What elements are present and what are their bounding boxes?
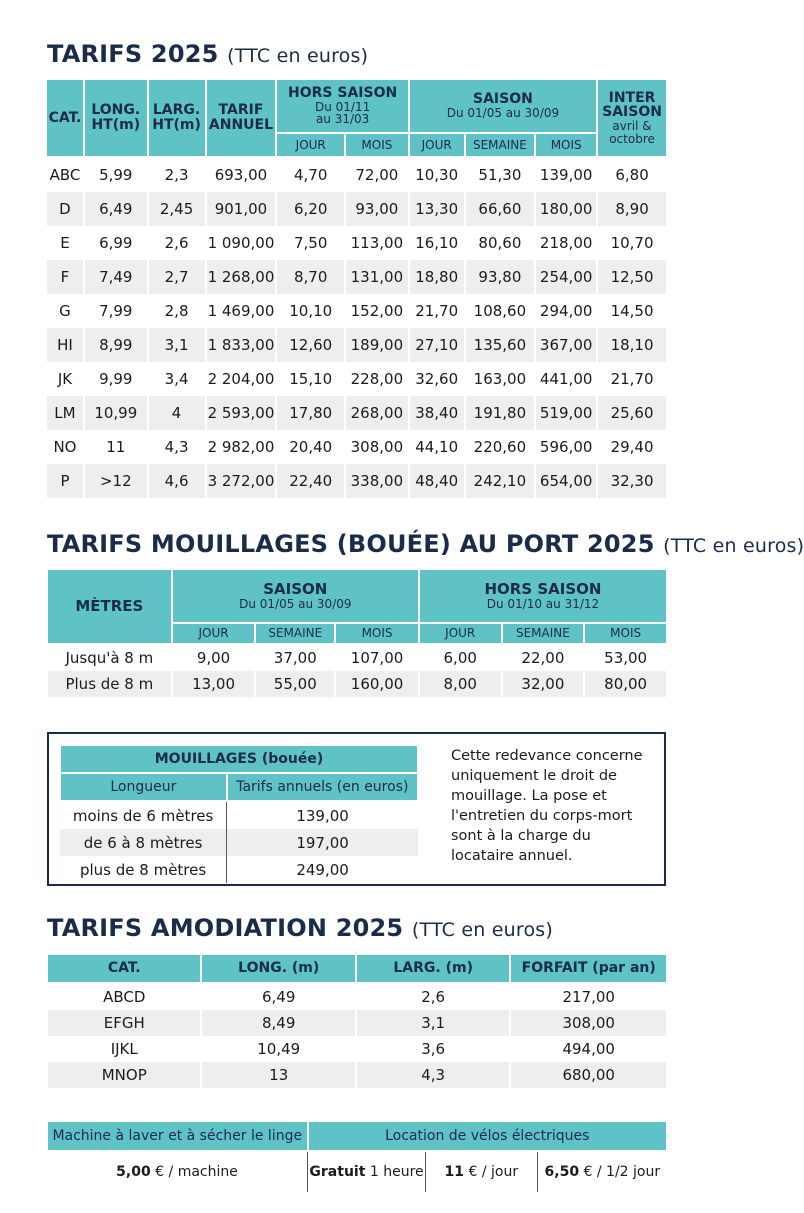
cell: 139,00 bbox=[227, 801, 418, 829]
header-hs-mois: MOIS bbox=[584, 623, 667, 644]
table-row bbox=[46, 464, 667, 498]
cell: 27,10 bbox=[409, 328, 465, 362]
cell: 12,50 bbox=[597, 260, 667, 294]
header-saison-label: SAISON bbox=[263, 579, 328, 598]
cell: 7,50 bbox=[276, 226, 345, 260]
cell: 6,49 bbox=[201, 983, 355, 1010]
cell: 249,00 bbox=[227, 856, 418, 883]
cell: 8,90 bbox=[597, 192, 667, 226]
header-cat: CAT. bbox=[47, 954, 201, 983]
cell: 4,70 bbox=[276, 157, 345, 192]
cell: 18,80 bbox=[409, 260, 465, 294]
amodiation-title-text: TARIFS AMODIATION 2025 bbox=[47, 914, 404, 942]
cell: 51,30 bbox=[465, 157, 536, 192]
cell: 2,45 bbox=[148, 192, 206, 226]
header-long: LONG. (m) bbox=[201, 954, 355, 983]
table-row bbox=[47, 1010, 667, 1036]
machine-unit: € / machine bbox=[155, 1164, 238, 1180]
table-row bbox=[47, 644, 667, 671]
cell: 4,6 bbox=[148, 464, 206, 498]
header-tarif-annuel: TARIF ANNUEL bbox=[206, 79, 277, 157]
table-row bbox=[47, 1036, 667, 1062]
cell: 1 833,00 bbox=[206, 328, 277, 362]
cell: 160,00 bbox=[335, 671, 419, 697]
cell: 901,00 bbox=[206, 192, 277, 226]
velo-3-price: 6,50 bbox=[544, 1164, 580, 1180]
cell: 20,40 bbox=[276, 430, 345, 464]
cell: 53,00 bbox=[584, 644, 667, 671]
cell: F bbox=[46, 260, 84, 294]
cell: 13,30 bbox=[409, 192, 465, 226]
machine-price: 5,00 bbox=[116, 1164, 151, 1180]
cell: 9,99 bbox=[84, 362, 148, 396]
cell: 294,00 bbox=[535, 294, 597, 328]
cell: 8,70 bbox=[276, 260, 345, 294]
header-inter-4: octobre bbox=[609, 131, 655, 146]
cell: 6,80 bbox=[597, 157, 667, 192]
cell: 22,00 bbox=[502, 644, 585, 671]
header-machine: Machine à laver et à sécher le linge bbox=[47, 1121, 308, 1151]
mouillages-table bbox=[46, 568, 668, 697]
velo-2-cell bbox=[426, 1151, 538, 1192]
amodiation-title bbox=[47, 914, 553, 942]
cell: 152,00 bbox=[345, 294, 409, 328]
table-row bbox=[60, 829, 418, 856]
header-larg: LARG. (m) bbox=[356, 954, 510, 983]
cell: JK bbox=[46, 362, 84, 396]
cell: 4 bbox=[148, 396, 206, 430]
cell: MNOP bbox=[47, 1062, 201, 1088]
cell: 2,3 bbox=[148, 157, 206, 192]
cell: 25,60 bbox=[597, 396, 667, 430]
table-row bbox=[46, 260, 667, 294]
header-hs-jour: JOUR bbox=[276, 133, 345, 157]
cell: 80,60 bbox=[465, 226, 536, 260]
table-row bbox=[46, 430, 667, 464]
header-hors-saison-dates: Du 01/10 au 31/12 bbox=[486, 596, 600, 611]
cell: 654,00 bbox=[535, 464, 597, 498]
header-hors-saison-dates-2: au 31/03 bbox=[315, 112, 370, 127]
header-inter-1: INTER bbox=[608, 89, 656, 106]
cell: 13 bbox=[201, 1062, 355, 1088]
cell: 139,00 bbox=[535, 157, 597, 192]
cell: 308,00 bbox=[510, 1010, 667, 1036]
header-s-jour: JOUR bbox=[172, 623, 256, 644]
cell: 1 090,00 bbox=[206, 226, 277, 260]
cell: 21,70 bbox=[597, 362, 667, 396]
cell: 6,99 bbox=[84, 226, 148, 260]
header-inter-3: avril & bbox=[612, 119, 652, 134]
cell: 72,00 bbox=[345, 157, 409, 192]
cell: G bbox=[46, 294, 84, 328]
cell: 8,00 bbox=[419, 671, 502, 697]
cell: 441,00 bbox=[535, 362, 597, 396]
cell: 10,49 bbox=[201, 1036, 355, 1062]
cell: 32,00 bbox=[502, 671, 585, 697]
table-row bbox=[47, 1062, 667, 1088]
cell: 228,00 bbox=[345, 362, 409, 396]
header-tarifs-annuels: Tarifs annuels (en euros) bbox=[227, 773, 418, 801]
table-row bbox=[46, 226, 667, 260]
cell: 189,00 bbox=[345, 328, 409, 362]
cell: 8,49 bbox=[201, 1010, 355, 1036]
cell: 55,00 bbox=[255, 671, 335, 697]
cell: 14,50 bbox=[597, 294, 667, 328]
header-saison-label: SAISON bbox=[473, 91, 533, 108]
cell: de 6 à 8 mètres bbox=[60, 829, 227, 856]
velo-1-unit: 1 heure bbox=[369, 1164, 424, 1180]
header-saison bbox=[409, 79, 597, 133]
cell: 367,00 bbox=[535, 328, 597, 362]
cell: 107,00 bbox=[335, 644, 419, 671]
cell: 108,60 bbox=[465, 294, 536, 328]
cell: 32,30 bbox=[597, 464, 667, 498]
cell: 16,10 bbox=[409, 226, 465, 260]
header-forfait: FORFAIT (par an) bbox=[510, 954, 667, 983]
cell: 3 272,00 bbox=[206, 464, 277, 498]
cell: 2,8 bbox=[148, 294, 206, 328]
cell: 38,40 bbox=[409, 396, 465, 430]
velo-1-price: Gratuit bbox=[309, 1164, 366, 1180]
cell: 3,6 bbox=[356, 1036, 510, 1062]
cell: 22,40 bbox=[276, 464, 345, 498]
cell: 7,49 bbox=[84, 260, 148, 294]
table-row bbox=[60, 856, 418, 883]
cell: 7,99 bbox=[84, 294, 148, 328]
cell: 519,00 bbox=[535, 396, 597, 430]
header-hors-saison bbox=[276, 79, 408, 133]
cell: 10,99 bbox=[84, 396, 148, 430]
mouillages-title bbox=[47, 530, 804, 558]
header-hors-saison bbox=[419, 569, 667, 623]
cell: 29,40 bbox=[597, 430, 667, 464]
cell: 3,4 bbox=[148, 362, 206, 396]
cell: 180,00 bbox=[535, 192, 597, 226]
header-velos: Location de vélos électriques bbox=[308, 1121, 667, 1151]
header-hors-saison-label: HORS SAISON bbox=[484, 579, 602, 598]
cell: 12,60 bbox=[276, 328, 345, 362]
mouillages-title-text: TARIFS MOUILLAGES (BOUÉE) AU PORT 2025 bbox=[47, 530, 655, 558]
header-longueur: Longueur bbox=[60, 773, 227, 801]
velo-2-price: 11 bbox=[444, 1164, 465, 1180]
cell: 8,99 bbox=[84, 328, 148, 362]
velo-3-cell bbox=[537, 1151, 667, 1192]
cell: 10,10 bbox=[276, 294, 345, 328]
cell: 163,00 bbox=[465, 362, 536, 396]
cell: 6,49 bbox=[84, 192, 148, 226]
header-larg: LARG. HT(m) bbox=[148, 79, 206, 157]
cell: 5,99 bbox=[84, 157, 148, 192]
cell: 18,10 bbox=[597, 328, 667, 362]
header-saison bbox=[172, 569, 419, 623]
table-row bbox=[46, 192, 667, 226]
cell: 44,10 bbox=[409, 430, 465, 464]
cell: 191,80 bbox=[465, 396, 536, 430]
cell: 197,00 bbox=[227, 829, 418, 856]
cell: 2,6 bbox=[148, 226, 206, 260]
cell: 9,00 bbox=[172, 644, 256, 671]
table-row bbox=[47, 983, 667, 1010]
cell: ABC bbox=[46, 157, 84, 192]
cell: IJKL bbox=[47, 1036, 201, 1062]
header-long: LONG. HT(m) bbox=[84, 79, 148, 157]
cell: 680,00 bbox=[510, 1062, 667, 1088]
header-s-mois: MOIS bbox=[335, 623, 419, 644]
cell: EFGH bbox=[47, 1010, 201, 1036]
cell: D bbox=[46, 192, 84, 226]
header-metres: MÈTRES bbox=[47, 569, 172, 644]
cell: NO bbox=[46, 430, 84, 464]
cell: 220,60 bbox=[465, 430, 536, 464]
header-s-semaine: SEMAINE bbox=[255, 623, 335, 644]
velo-1-cell bbox=[308, 1151, 426, 1192]
cell: 308,00 bbox=[345, 430, 409, 464]
cell: 6,20 bbox=[276, 192, 345, 226]
table-row bbox=[46, 157, 667, 192]
table-row bbox=[46, 362, 667, 396]
cell: 494,00 bbox=[510, 1036, 667, 1062]
cell: >12 bbox=[84, 464, 148, 498]
cell: 4,3 bbox=[148, 430, 206, 464]
cell: 2 593,00 bbox=[206, 396, 277, 430]
table-row bbox=[60, 801, 418, 829]
table-row bbox=[46, 396, 667, 430]
tarifs-table bbox=[45, 78, 668, 498]
cell: 4,3 bbox=[356, 1062, 510, 1088]
cell: 11 bbox=[84, 430, 148, 464]
header-s-jour: JOUR bbox=[409, 133, 465, 157]
cell: 10,70 bbox=[597, 226, 667, 260]
cell: 80,00 bbox=[584, 671, 667, 697]
cell: 2,6 bbox=[356, 983, 510, 1010]
cell: 3,1 bbox=[148, 328, 206, 362]
cell: 32,60 bbox=[409, 362, 465, 396]
table-row bbox=[47, 671, 667, 697]
cell: plus de 8 mètres bbox=[79, 860, 207, 879]
cell: 1 469,00 bbox=[206, 294, 277, 328]
cell: 13,00 bbox=[172, 671, 256, 697]
header-hs-mois: MOIS bbox=[345, 133, 409, 157]
cell: LM bbox=[46, 396, 84, 430]
cell: 48,40 bbox=[409, 464, 465, 498]
cell: 66,60 bbox=[465, 192, 536, 226]
cell: 135,60 bbox=[465, 328, 536, 362]
cell: 1 268,00 bbox=[206, 260, 277, 294]
cell: 37,00 bbox=[255, 644, 335, 671]
cell: moins de 6 mètres bbox=[72, 806, 214, 825]
cell: ABCD bbox=[47, 983, 201, 1010]
cell: 242,10 bbox=[465, 464, 536, 498]
header-s-semaine: SEMAINE bbox=[465, 133, 536, 157]
cell: 21,70 bbox=[409, 294, 465, 328]
header-cat: CAT. bbox=[46, 79, 84, 157]
tarifs-title-text: TARIFS 2025 bbox=[47, 40, 219, 68]
velo-2-unit: € / jour bbox=[468, 1164, 519, 1180]
table-row bbox=[47, 1151, 667, 1192]
cell: 2 204,00 bbox=[206, 362, 277, 396]
cell: P bbox=[46, 464, 84, 498]
bouee-title: MOUILLAGES (bouée) bbox=[60, 745, 418, 773]
header-hs-semaine: SEMAINE bbox=[502, 623, 585, 644]
cell: HI bbox=[46, 328, 84, 362]
cell: 218,00 bbox=[535, 226, 597, 260]
header-saison-dates: Du 01/05 au 30/09 bbox=[239, 596, 352, 611]
cell: 338,00 bbox=[345, 464, 409, 498]
header-hs-jour: JOUR bbox=[419, 623, 502, 644]
cell: Jusqu'à 8 m bbox=[47, 644, 172, 671]
cell: 254,00 bbox=[535, 260, 597, 294]
header-inter-2: SAISON bbox=[602, 104, 662, 121]
cell: E bbox=[46, 226, 84, 260]
table-row bbox=[46, 294, 667, 328]
cell: 2 982,00 bbox=[206, 430, 277, 464]
cell: 93,80 bbox=[465, 260, 536, 294]
cell: 93,00 bbox=[345, 192, 409, 226]
cell: 15,10 bbox=[276, 362, 345, 396]
cell: 2,7 bbox=[148, 260, 206, 294]
header-saison-dates: Du 01/05 au 30/09 bbox=[446, 106, 560, 121]
tarifs-subtitle: (TTC en euros) bbox=[227, 45, 369, 67]
header-s-mois: MOIS bbox=[535, 133, 597, 157]
velo-3-unit: € / 1/2 jour bbox=[583, 1164, 661, 1180]
amodiation-subtitle: (TTC en euros) bbox=[411, 919, 553, 941]
cell: 693,00 bbox=[206, 157, 277, 192]
bouee-table bbox=[59, 744, 419, 883]
cell: 268,00 bbox=[345, 396, 409, 430]
mouillages-subtitle: (TTC en euros) bbox=[663, 535, 804, 557]
header-inter-saison bbox=[597, 79, 667, 157]
bouee-box bbox=[47, 732, 666, 886]
header-hors-saison-dates-1: Du 01/11 bbox=[314, 99, 371, 114]
tarifs-title bbox=[47, 40, 368, 68]
cell: 217,00 bbox=[510, 983, 667, 1010]
cell: 10,30 bbox=[409, 157, 465, 192]
services-table bbox=[46, 1120, 668, 1192]
header-hors-saison-label: HORS SAISON bbox=[288, 85, 398, 102]
cell: 596,00 bbox=[535, 430, 597, 464]
bouee-note: Cette redevance concerne uniquement le droit de mouillage. La pose et l'entretien du corps-mort sont à la charge du locataire annuel. bbox=[451, 748, 643, 864]
cell: 17,80 bbox=[276, 396, 345, 430]
cell: 3,1 bbox=[356, 1010, 510, 1036]
machine-price-cell bbox=[47, 1151, 308, 1192]
table-row bbox=[46, 328, 667, 362]
cell: Plus de 8 m bbox=[47, 671, 172, 697]
cell: 6,00 bbox=[419, 644, 502, 671]
cell: 131,00 bbox=[345, 260, 409, 294]
cell: 113,00 bbox=[345, 226, 409, 260]
amodiation-table bbox=[46, 953, 668, 1088]
